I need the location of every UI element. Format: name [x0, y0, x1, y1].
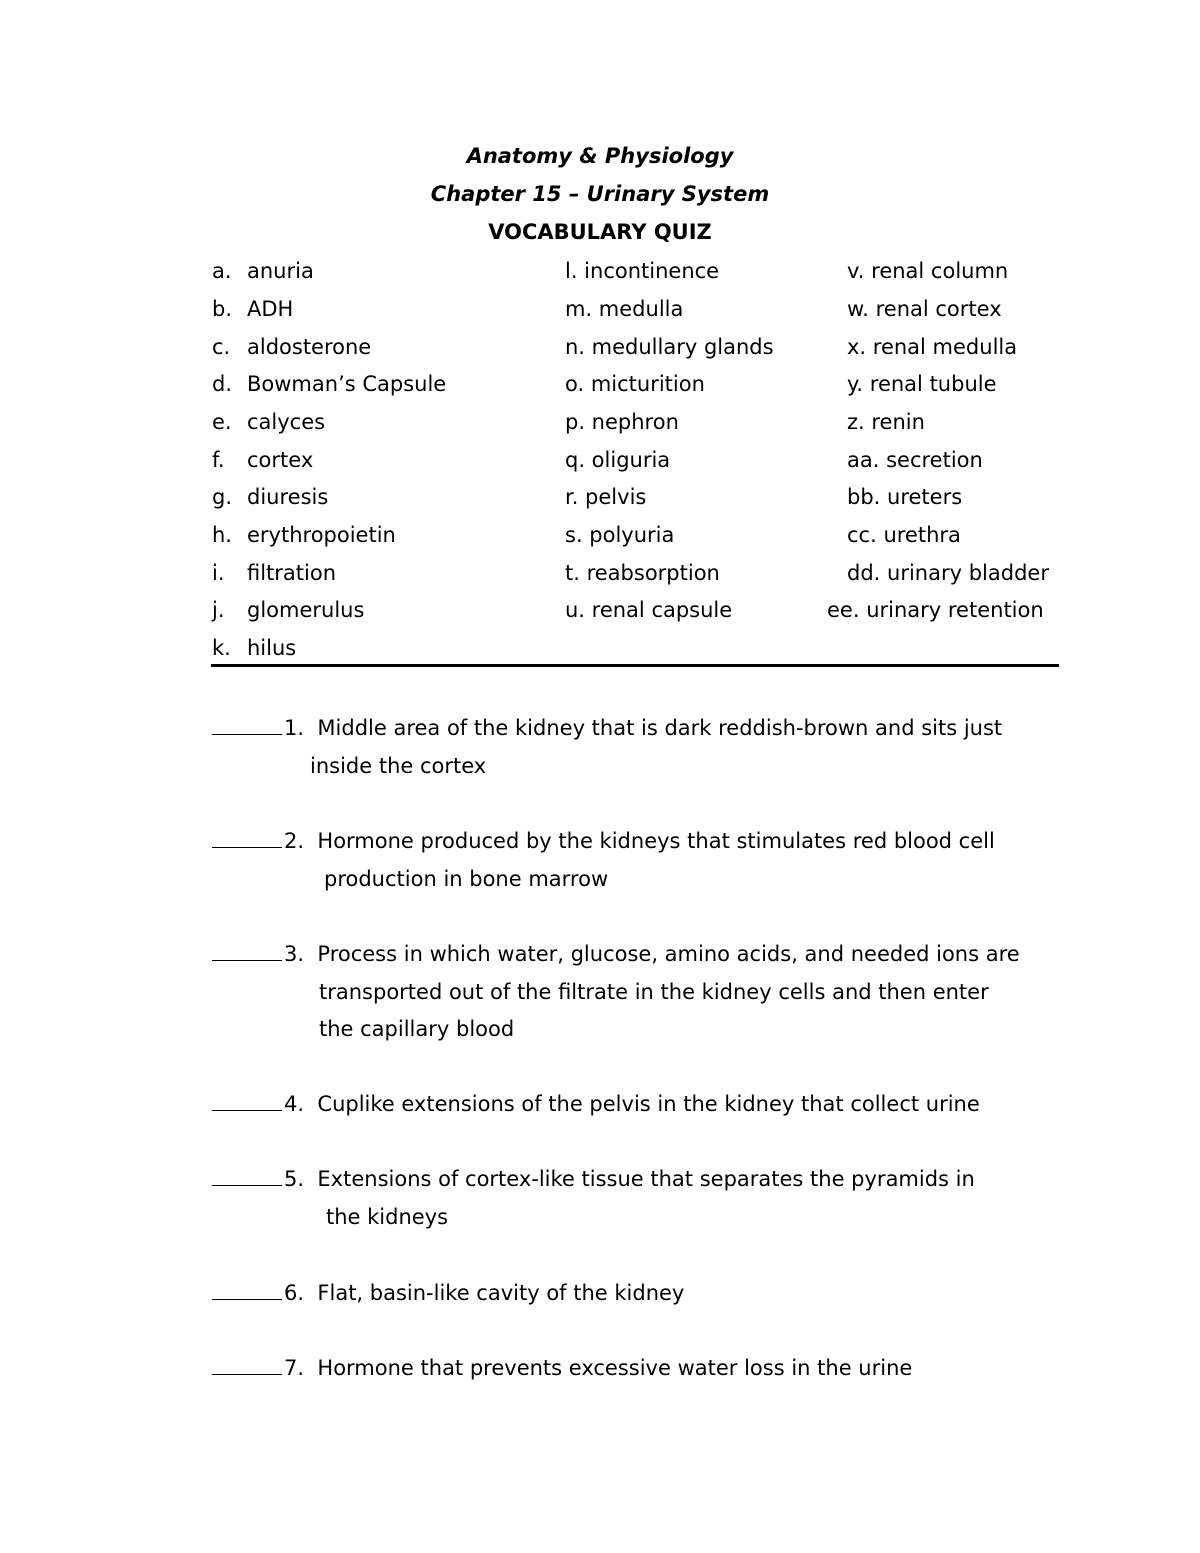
- word-bank-item: z. renin: [847, 410, 925, 434]
- word-bank-item: x. renal medulla: [847, 335, 1018, 359]
- answer-blank[interactable]: [212, 1281, 282, 1300]
- answer-blank[interactable]: [212, 1167, 282, 1186]
- chapter-title: Chapter 15 – Urinary System: [430, 182, 770, 206]
- word-bank-item: bb. ureters: [847, 485, 963, 509]
- quiz-title: VOCABULARY QUIZ: [488, 220, 712, 244]
- word-bank-item: cc. urethra: [847, 523, 961, 547]
- word-bank-item: l. incontinence: [565, 259, 720, 283]
- answer-blank[interactable]: [212, 942, 282, 961]
- question-item: 1. Middle area of the kidney that is dark reddish-brown and sits just inside the cortex: [212, 710, 1002, 785]
- question-item: 5. Extensions of cortex-like tissue that separates the pyramids in the kidneys: [212, 1161, 975, 1236]
- word-bank-item: y. renal tubule: [847, 372, 997, 396]
- question-item: 7. Hormone that prevents excessive water loss in the urine: [212, 1350, 912, 1388]
- answer-blank[interactable]: [212, 1356, 282, 1375]
- word-bank-item: f. cortex: [212, 448, 314, 472]
- word-bank-item: i. filtration: [212, 561, 337, 585]
- word-bank-item: aa. secretion: [847, 448, 983, 472]
- answer-blank[interactable]: [212, 716, 282, 735]
- course-title: Anatomy & Physiology: [466, 144, 734, 168]
- word-bank-item: j. glomerulus: [212, 598, 365, 622]
- word-bank-item: c. aldosterone: [212, 335, 372, 359]
- word-bank-item: g. diuresis: [212, 485, 329, 509]
- word-bank-item: ee. urinary retention: [827, 598, 1044, 622]
- question-item: 2. Hormone produced by the kidneys that stimulates red blood cell production in bone marrow: [212, 823, 995, 898]
- word-bank-item: a. anuria: [212, 259, 314, 283]
- word-bank-item: v. renal column: [847, 259, 1009, 283]
- word-bank-item: h. erythropoietin: [212, 523, 396, 547]
- question-item: 3. Process in which water, glucose, amino acids, and needed ions are transported out of the filtrate in the kidney cells and then enter the capillary blood: [212, 936, 1020, 1049]
- question-item: 4. Cuplike extensions of the pelvis in the kidney that collect urine: [212, 1086, 980, 1124]
- question-item: 6. Flat, basin-like cavity of the kidney: [212, 1275, 684, 1313]
- word-bank-item: t. reabsorption: [565, 561, 720, 585]
- word-bank-item: dd. urinary bladder: [847, 561, 1049, 585]
- word-bank-item: e. calyces: [212, 410, 326, 434]
- word-bank-item: d. Bowman’s Capsule: [212, 372, 447, 396]
- word-bank-item: w. renal cortex: [847, 297, 1002, 321]
- word-bank-item: p. nephron: [565, 410, 679, 434]
- divider-rule: [211, 664, 1059, 667]
- word-bank-item: n. medullary glands: [565, 335, 774, 359]
- answer-blank[interactable]: [212, 829, 282, 848]
- word-bank-item: r. pelvis: [565, 485, 647, 509]
- word-bank-item: m. medulla: [565, 297, 684, 321]
- word-bank-item: k. hilus: [212, 636, 297, 660]
- word-bank-item: u. renal capsule: [565, 598, 733, 622]
- word-bank-item: o. micturition: [565, 372, 705, 396]
- answer-blank[interactable]: [212, 1092, 282, 1111]
- word-bank-item: s. polyuria: [565, 523, 675, 547]
- word-bank-item: b. ADH: [212, 297, 294, 321]
- word-bank-item: q. oliguria: [565, 448, 671, 472]
